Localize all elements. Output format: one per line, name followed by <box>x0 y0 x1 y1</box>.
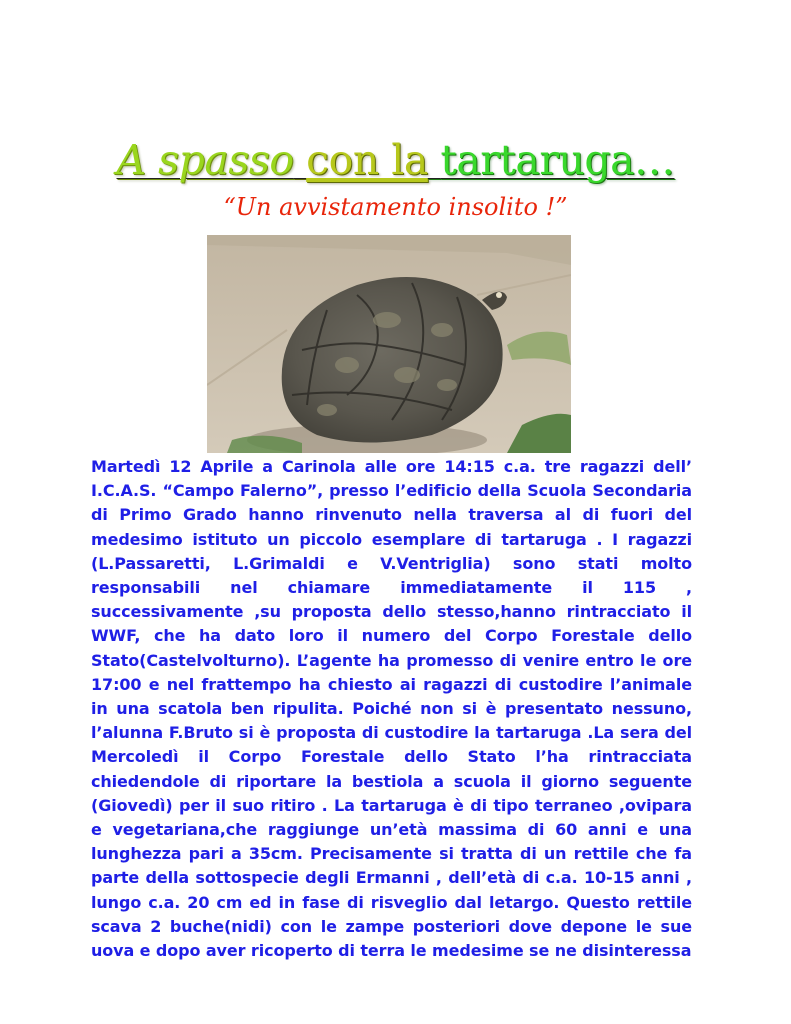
article-title <box>0 136 791 184</box>
tortoise-photo <box>207 235 571 453</box>
title-part-tartaruga <box>428 136 675 184</box>
article-body: Martedì 12 Aprile a Carinola alle ore 14:15 c.a. tre ragazzi dell’ I.C.A.S. “Campo Falerno”, presso l’edificio della Scuola Secondaria di Primo Grado hanno rinvenuto nella traversa al di fuori del medesimo istituto un piccolo esemplare di tartaruga . I ragazzi (L.Passaretti, L.Grimaldi e V.Ventriglia) sono stati molto responsabili nel chiamare immediatamente il 115 , successivamente ,su proposta dello stesso,hanno rintracciato il WWF, che ha dato loro il numero del Corpo Forestale dello Stato(Castelvolturno). L’agente ha promesso di venire entro le ore 17:00 e nel frattempo ha chiesto ai ragazzi di custodire l’animale in una scatola ben ripulita. Poiché non si è presentato nessuno, l’alunna F.Bruto si è proposta di custodire la tartaruga .La sera del Mercoledì il Corpo Forestale dello Stato l’ha rintracciata chiedendole di riportare la bestiola a scuola il giorno seguente (Giovedì) per il suo ritiro . La tartaruga è di tipo terraneo ,ovipara e vegetariana,che raggiunge un’età massima di 60 anni e una lunghezza pari a 35cm. Precisamente si tratta di un rettile che fa parte della sottospecie degli Ermanni , dell’età di c.a. 10-15 anni , lungo c.a. 20 cm ed in fase di risveglio dal letargo. Questo rettile scava 2 buche(nidi) con le zampe posteriori dove depone le sue uova e dopo aver ricoperto di terra le medesime se ne disinteressa <box>91 457 692 961</box>
title-part-con-la-text: con la <box>306 136 428 184</box>
title-part-con-la <box>294 136 428 184</box>
title-part-tartaruga-text: tartaruga… <box>440 136 675 184</box>
article-subtitle: “Un avvistamento insolito !” <box>223 193 568 221</box>
title-part-a-spasso: A spasso <box>116 136 294 184</box>
